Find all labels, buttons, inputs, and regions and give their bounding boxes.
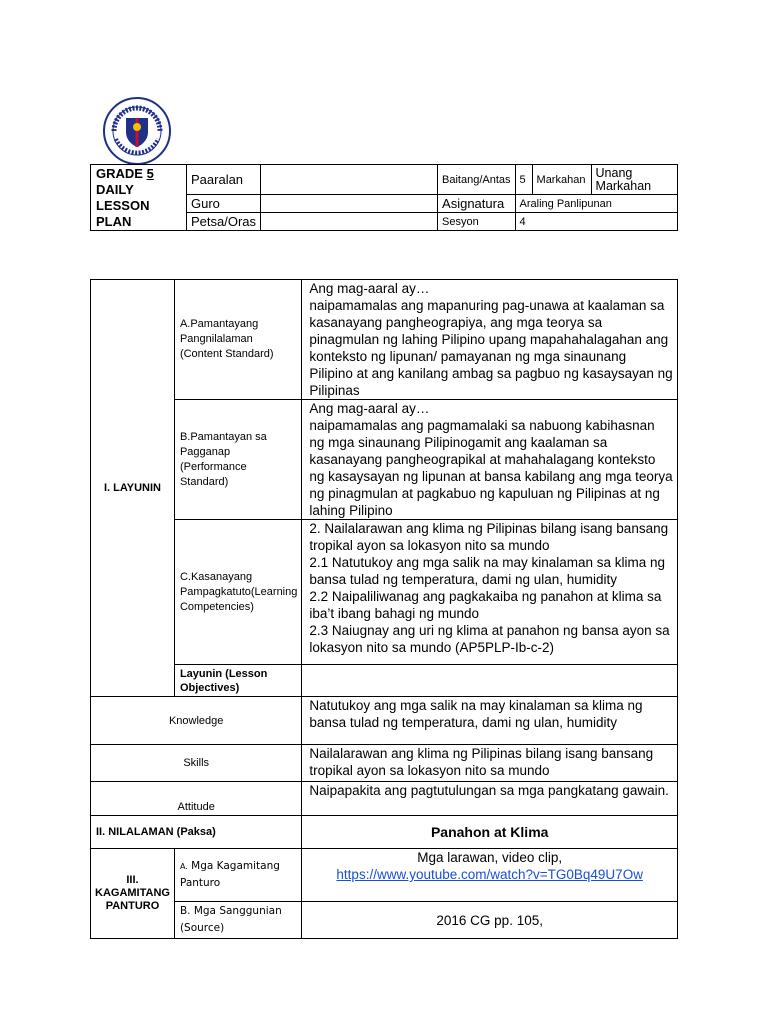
nilalaman-value: Panahon at Klima	[302, 816, 678, 849]
layunin-label: I. LAYUNIN	[91, 280, 175, 697]
knowledge-label: Knowledge	[91, 697, 302, 745]
guro-value	[261, 195, 438, 213]
competency-line: 2.1 Natutukoy ang mga salik na may kinalaman sa klima ng bansa tulad ng temperatura, dami ng ulan, humidity	[309, 555, 666, 587]
performance-standard-text: Ang mag-aaral ay… naipamamalas ang pagmamalaki sa nabuong kabihasnan ng mga sinaunang Pilipinogamit ang kaalaman sa kasanayang pangheograpikal at mahahalagang konteksto ng kasaysayan ng lipunan at bansa kabilang ang mga teorya ng pinagmulan at pagkabuo ng kapuluan ng Pilipinas at ng lahing Pilipino	[302, 400, 678, 520]
paaralan-label: Paaralan	[187, 165, 261, 195]
kagamitan-a-label: A. Mga Kagamitang Panturo	[174, 849, 301, 902]
skills-label: Skills	[91, 745, 302, 782]
asignatura-value: Araling Panlipunan	[515, 195, 677, 213]
attitude-label: Attitude	[91, 782, 302, 816]
competency-line: 2.2 Naipaliliwanag ang pagkakaiba ng panahon at klima sa iba’t ibang bahagi ng mundo	[309, 589, 662, 621]
markahan-value: Unang Markahan	[591, 165, 677, 195]
competency-line: 2.3 Naiugnay ang uri ng klima at panahon ng bansa ayon sa lokasyon nito sa mundo (AP5PLP-Ib-c-2)	[309, 623, 670, 655]
knowledge-text: Natutukoy ang mga salik na may kinalaman sa klima ng bansa tulad ng temperatura, dami ng ulan, humidity	[302, 697, 678, 745]
kagamitan-label: III. KAGAMITANG PANTURO	[91, 849, 175, 939]
petsa-label: Petsa/Oras	[187, 213, 261, 231]
paaralan-value	[261, 165, 438, 195]
kagamitan-a-value: Mga larawan, video clip, https://www.youtube.com/watch?v=TG0Bq49U7Ow	[302, 849, 678, 902]
learning-competencies-label: C.Kasanayang Pampagkatuto(Learning Competencies)	[174, 520, 301, 665]
kagamitan-b-label: B. Mga Sanggunian (Source)	[174, 902, 301, 939]
lesson-objectives-value	[302, 665, 678, 697]
performance-standard-label: B.Pamantayan sa Pagganap (Performance Standard)	[174, 400, 301, 520]
grade-title: GRADE 5 DAILY LESSON PLAN	[91, 165, 187, 231]
attitude-text: Naipapakita ang pagtutulungan sa mga pangkatang gawain.	[302, 782, 678, 816]
baitang-label: Baitang/Antas	[438, 165, 516, 195]
sesyon-label: Sesyon	[438, 213, 516, 231]
youtube-link[interactable]: https://www.youtube.com/watch?v=TG0Bq49U7Ow	[336, 867, 643, 882]
petsa-value	[261, 213, 438, 231]
guro-label: Guro	[187, 195, 261, 213]
lesson-plan-main-table	[90, 279, 678, 939]
asignatura-label: Asignatura	[438, 195, 516, 213]
content-standard-label: A.Pamantayang Pangnilalaman (Content Standard)	[174, 280, 301, 400]
lesson-objectives-label: Layunin (Lesson Objectives)	[174, 665, 301, 697]
content-standard-text: Ang mag-aaral ay… naipamamalas ang mapanuring pag-unawa at kaalaman sa kasanayang pangheograpiya, ang mga teorya sa pinagmulan ng lahing Pilipino upang mapahahalagahan ang konteksto ng lipunan/ pamayanan ng mga sinaunang Pilipino at ang kanilang ambag sa pagbuo ng kasaysayan ng Pilipinas	[302, 280, 678, 400]
competency-line: 2. Nailalarawan ang klima ng Pilipinas bilang isang bansang tropikal ayon sa lokasyon nito sa mundo	[309, 521, 669, 553]
markahan-label: Markahan	[532, 165, 591, 195]
kagamitan-b-value: 2016 CG pp. 105,	[302, 902, 678, 939]
deped-seal-logo	[102, 96, 172, 166]
baitang-value: 5	[515, 165, 532, 195]
nilalaman-label: II. NILALAMAN (Paksa)	[91, 816, 302, 849]
skills-text: Nailalarawan ang klima ng Pilipinas bilang isang bansang tropikal ayon sa lokasyon nito sa mundo	[302, 745, 678, 782]
learning-competencies-text	[302, 520, 678, 665]
sesyon-value: 4	[515, 213, 677, 231]
lesson-plan-header-table	[90, 164, 678, 231]
